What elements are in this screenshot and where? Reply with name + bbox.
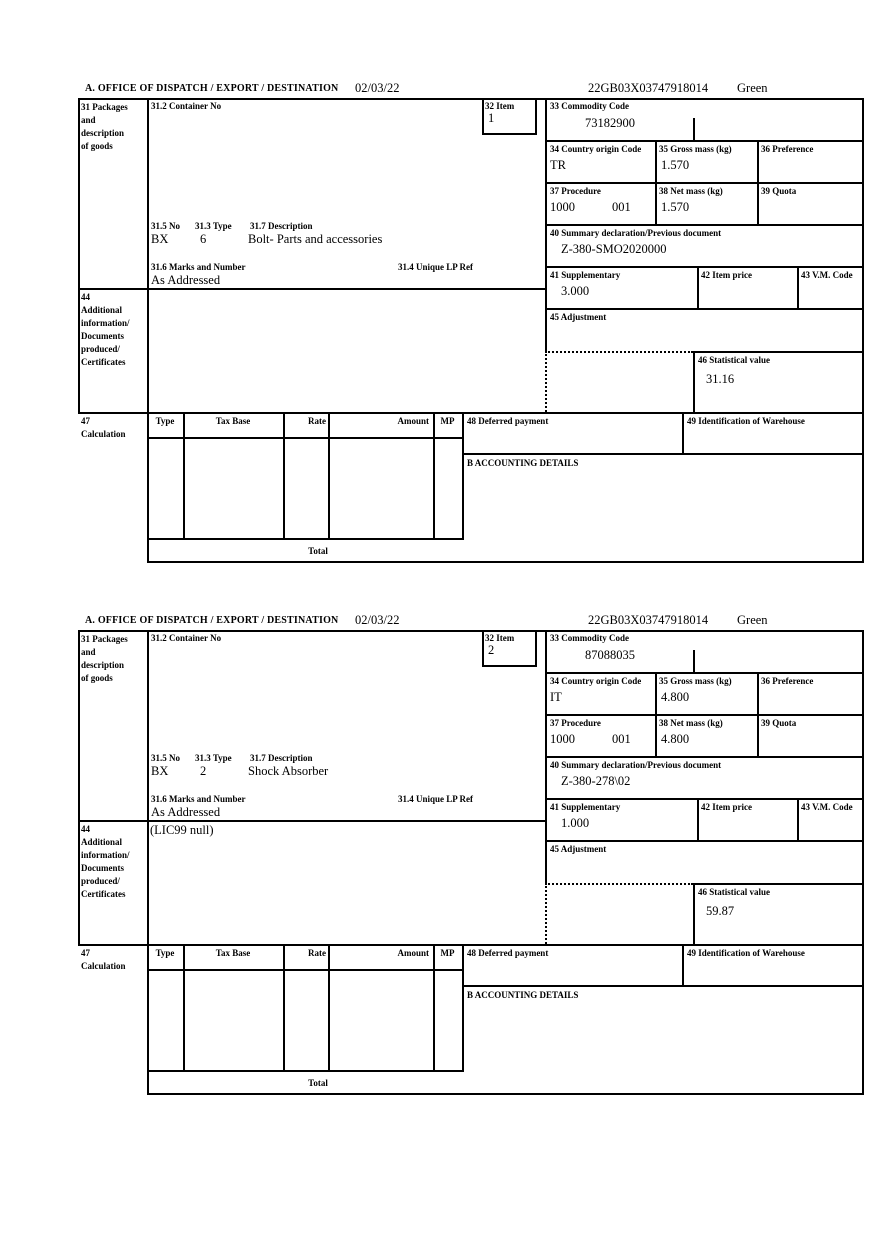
border-line <box>462 453 864 455</box>
border-line <box>78 98 80 414</box>
declaration-item-2-section <box>78 610 864 1097</box>
declaration-date: 02/03/22 <box>355 613 400 627</box>
item-number-value: 2 <box>488 643 495 657</box>
border-line <box>482 133 537 135</box>
box31-packages-label: and <box>81 647 96 657</box>
tax-column-mp: MP <box>440 416 455 426</box>
declaration-item-1-section <box>78 78 864 565</box>
border-line <box>147 437 464 439</box>
summary-declaration-value: Z-380-SMO2020000 <box>561 242 667 256</box>
box31-packages-label: description <box>81 128 125 138</box>
box44-additional-info-label: Additional <box>81 837 123 847</box>
border-line <box>545 798 864 800</box>
box38-net-mass-label: 38 Net mass (kg) <box>659 718 723 728</box>
box31-7-description-label: 31.7 Description <box>250 753 313 763</box>
tax-column-amount: Amount <box>397 416 429 426</box>
border-line <box>535 98 537 135</box>
border-line <box>78 412 864 414</box>
item-number-value: 1 <box>488 111 495 125</box>
box31-2-container-no-label: 31.2 Container No <box>151 101 222 111</box>
box47-calculation-label: 47 <box>81 948 90 958</box>
box44-additional-info-label: Documents <box>81 331 124 341</box>
border-line <box>545 756 864 758</box>
box31-5-no-label: 31.5 No <box>151 753 180 763</box>
border-line <box>147 969 464 971</box>
commodity-code-value: 87088035 <box>585 648 635 662</box>
tax-column-mp: MP <box>440 948 455 958</box>
gross-mass-value: 1.570 <box>661 158 690 172</box>
accounting-details-label: B ACCOUNTING DETAILS <box>467 990 579 1000</box>
box33-commodity-code-label: 33 Commodity Code <box>550 633 629 643</box>
tax-total-label: Total <box>308 1078 328 1088</box>
border-line <box>147 98 149 563</box>
procedure-value-1: 1000 <box>550 200 575 214</box>
procedure-value-2: 001 <box>612 200 631 214</box>
border-line <box>78 98 864 100</box>
net-mass-value: 4.800 <box>661 732 690 746</box>
box49-warehouse-label: 49 Identification of Warehouse <box>687 416 805 426</box>
box32-item-label: 32 Item <box>485 101 515 111</box>
box42-item-price-label: 42 Item price <box>701 802 752 812</box>
border-line <box>757 672 759 758</box>
border-line <box>147 538 464 540</box>
border-line <box>862 630 864 1095</box>
border-line <box>78 944 864 946</box>
border-line <box>433 412 435 540</box>
box47-calculation-label: 47 <box>81 416 90 426</box>
box44-additional-info-label: Certificates <box>81 889 126 899</box>
box31-2-container-no-label: 31.2 Container No <box>151 633 222 643</box>
border-line <box>697 266 699 310</box>
declaration-reference: 22GB03X03747918014 <box>588 613 709 627</box>
border-line <box>183 944 185 1072</box>
box47-calculation-label: Calculation <box>81 961 126 971</box>
box34-country-origin-label: 34 Country origin Code <box>550 676 642 686</box>
country-origin-value: TR <box>550 158 566 172</box>
border-line <box>545 140 864 142</box>
box33-commodity-code-label: 33 Commodity Code <box>550 101 629 111</box>
border-line <box>757 140 759 226</box>
goods-description-value: Bolt- Parts and accessories <box>248 232 383 246</box>
border-line <box>545 883 547 944</box>
declaration-reference: 22GB03X03747918014 <box>588 81 709 95</box>
tax-column-type: Type <box>155 416 175 426</box>
border-line <box>693 883 695 946</box>
border-line <box>655 672 657 758</box>
tax-column-type: Type <box>155 948 175 958</box>
border-line <box>328 412 330 540</box>
box31-4-unique-lp-ref-label: 31.4 Unique LP Ref <box>398 794 474 804</box>
border-line <box>545 182 864 184</box>
gross-mass-value: 4.800 <box>661 690 690 704</box>
box34-country-origin-label: 34 Country origin Code <box>550 144 642 154</box>
border-line <box>482 665 537 667</box>
border-line <box>482 98 484 135</box>
border-line <box>693 650 695 674</box>
border-line <box>545 308 864 310</box>
box31-packages-label: and <box>81 115 96 125</box>
country-origin-value: IT <box>550 690 562 704</box>
border-line <box>545 98 547 353</box>
summary-declaration-value: Z-380-278\02 <box>561 774 631 788</box>
supplementary-value: 3.000 <box>561 284 590 298</box>
office-of-dispatch-header: A. OFFICE OF DISPATCH / EXPORT / DESTINATION <box>85 83 339 94</box>
box44-additional-info-label: information/ <box>81 850 130 860</box>
box44-additional-info-label: 44 <box>81 292 90 302</box>
border-line <box>797 266 799 310</box>
box43-vm-code-label: 43 V.M. Code <box>801 270 853 280</box>
box31-packages-label: of goods <box>81 673 113 683</box>
statistical-value: 31.16 <box>706 372 735 386</box>
box31-6-marks-label: 31.6 Marks and Number <box>151 262 246 272</box>
border-line <box>183 412 185 540</box>
border-line <box>545 351 693 353</box>
box44-additional-info-label: information/ <box>81 318 130 328</box>
box31-5-no-label: 31.5 No <box>151 221 180 231</box>
procedure-value-2: 001 <box>612 732 631 746</box>
border-line <box>462 985 864 987</box>
tax-column-tax-base: Tax Base <box>215 948 251 958</box>
procedure-value-1: 1000 <box>550 732 575 746</box>
border-line <box>693 118 695 142</box>
box37-procedure-label: 37 Procedure <box>550 186 601 196</box>
tax-column-rate: Rate <box>308 948 326 958</box>
box42-item-price-label: 42 Item price <box>701 270 752 280</box>
net-mass-value: 1.570 <box>661 200 690 214</box>
box36-preference-label: 36 Preference <box>761 144 814 154</box>
border-line <box>655 140 657 226</box>
box39-quota-label: 39 Quota <box>761 718 797 728</box>
box48-deferred-payment-label: 48 Deferred payment <box>467 948 549 958</box>
border-line <box>482 630 484 667</box>
box31-3-type-label: 31.3 Type <box>195 753 232 763</box>
border-line <box>693 351 864 353</box>
packages-no-value: BX <box>151 232 169 246</box>
packages-type-value: 6 <box>200 232 207 246</box>
tax-column-rate: Rate <box>308 416 326 426</box>
box46-statistical-value-label: 46 Statistical value <box>698 887 770 897</box>
border-line <box>78 630 80 946</box>
box31-packages-label: of goods <box>81 141 113 151</box>
tax-total-label: Total <box>308 546 328 556</box>
box31-4-unique-lp-ref-label: 31.4 Unique LP Ref <box>398 262 474 272</box>
commodity-code-value: 73182900 <box>585 116 635 130</box>
border-line <box>283 944 285 1072</box>
border-line <box>78 630 864 632</box>
border-line <box>545 224 864 226</box>
border-line <box>545 630 547 885</box>
box41-supplementary-label: 41 Supplementary <box>550 270 621 280</box>
box40-summary-declaration-label: 40 Summary declaration/Previous document <box>550 760 722 770</box>
tax-column-amount: Amount <box>397 948 429 958</box>
accounting-details-label: B ACCOUNTING DETAILS <box>467 458 579 468</box>
box36-preference-label: 36 Preference <box>761 676 814 686</box>
border-line <box>147 1070 464 1072</box>
border-line <box>283 412 285 540</box>
border-line <box>797 798 799 842</box>
packages-no-value: BX <box>151 764 169 778</box>
border-line <box>693 883 864 885</box>
border-line <box>462 412 464 540</box>
box44-additional-info-label: Additional <box>81 305 123 315</box>
border-line <box>545 351 547 412</box>
box40-summary-declaration-label: 40 Summary declaration/Previous document <box>550 228 722 238</box>
box44-additional-info-label: produced/ <box>81 344 120 354</box>
box45-adjustment-label: 45 Adjustment <box>550 312 607 322</box>
border-line <box>545 840 864 842</box>
box38-net-mass-label: 38 Net mass (kg) <box>659 186 723 196</box>
box47-calculation-label: Calculation <box>81 429 126 439</box>
box31-packages-label: 31 Packages <box>81 634 128 644</box>
box49-warehouse-label: 49 Identification of Warehouse <box>687 948 805 958</box>
goods-description-value: Shock Absorber <box>248 764 329 778</box>
border-line <box>545 883 693 885</box>
box31-packages-label: description <box>81 660 125 670</box>
box48-deferred-payment-label: 48 Deferred payment <box>467 416 549 426</box>
box44-additional-info-label: Documents <box>81 863 124 873</box>
tax-column-tax-base: Tax Base <box>215 416 251 426</box>
box31-3-type-label: 31.3 Type <box>195 221 232 231</box>
border-line <box>682 412 684 455</box>
box31-7-description-label: 31.7 Description <box>250 221 313 231</box>
box41-supplementary-label: 41 Supplementary <box>550 802 621 812</box>
box31-6-marks-label: 31.6 Marks and Number <box>151 794 246 804</box>
additional-information-value: (LIC99 null) <box>150 823 214 837</box>
box35-gross-mass-label: 35 Gross mass (kg) <box>659 144 732 154</box>
border-line <box>147 561 864 563</box>
box45-adjustment-label: 45 Adjustment <box>550 844 607 854</box>
box43-vm-code-label: 43 V.M. Code <box>801 802 853 812</box>
packages-type-value: 2 <box>200 764 207 778</box>
supplementary-value: 1.000 <box>561 816 590 830</box>
border-line <box>147 630 149 1095</box>
border-line <box>535 630 537 667</box>
box46-statistical-value-label: 46 Statistical value <box>698 355 770 365</box>
box39-quota-label: 39 Quota <box>761 186 797 196</box>
routing-status: Green <box>737 81 768 95</box>
border-line <box>862 98 864 563</box>
border-line <box>147 1093 864 1095</box>
office-of-dispatch-header: A. OFFICE OF DISPATCH / EXPORT / DESTINATION <box>85 615 339 626</box>
box44-additional-info-label: produced/ <box>81 876 120 886</box>
box44-additional-info-label: 44 <box>81 824 90 834</box>
border-line <box>545 714 864 716</box>
border-line <box>697 798 699 842</box>
border-line <box>462 944 464 1072</box>
routing-status: Green <box>737 613 768 627</box>
border-line <box>545 266 864 268</box>
box31-packages-label: 31 Packages <box>81 102 128 112</box>
border-line <box>433 944 435 1072</box>
marks-and-number-value: As Addressed <box>151 273 221 287</box>
declaration-date: 02/03/22 <box>355 81 400 95</box>
box44-additional-info-label: Certificates <box>81 357 126 367</box>
border-line <box>693 351 695 414</box>
statistical-value: 59.87 <box>706 904 735 918</box>
border-line <box>328 944 330 1072</box>
border-line <box>545 672 864 674</box>
box37-procedure-label: 37 Procedure <box>550 718 601 728</box>
marks-and-number-value: As Addressed <box>151 805 221 819</box>
box35-gross-mass-label: 35 Gross mass (kg) <box>659 676 732 686</box>
box32-item-label: 32 Item <box>485 633 515 643</box>
border-line <box>682 944 684 987</box>
